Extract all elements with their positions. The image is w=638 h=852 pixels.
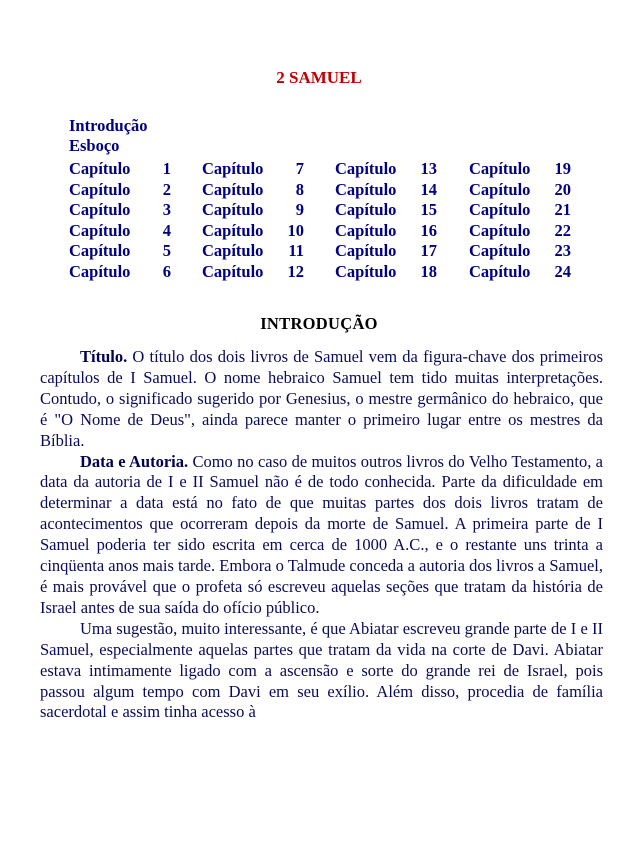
chapter-link-8[interactable] [202, 180, 327, 201]
link-esboco[interactable]: Esboço [69, 136, 120, 155]
chapter-link-13[interactable] [335, 159, 460, 180]
chapter-word: Capítulo [335, 179, 397, 199]
chapter-number: 20 [554, 179, 571, 199]
chapter-word: Capítulo [69, 261, 131, 281]
chapter-column-3 [335, 159, 460, 283]
chapter-word: Capítulo [469, 261, 531, 281]
chapter-number: 1 [162, 159, 171, 178]
chapter-link-7[interactable] [202, 159, 327, 180]
chapter-link-22[interactable] [469, 221, 594, 242]
chapter-word: Capítulo [469, 200, 531, 220]
chapter-link-17[interactable] [335, 241, 460, 262]
chapter-word: Capítulo [69, 220, 131, 240]
chapter-link-10[interactable] [202, 221, 327, 242]
chapter-word: Capítulo [335, 261, 397, 281]
chapter-number: 18 [420, 261, 437, 281]
body-text [40, 347, 603, 723]
chapter-link-18[interactable] [335, 262, 460, 283]
chapter-link-12[interactable] [202, 262, 327, 283]
chapter-number: 14 [420, 179, 437, 199]
chapter-word: Capítulo [69, 179, 131, 199]
chapter-word: Capítulo [469, 159, 531, 178]
chapter-number: 7 [295, 159, 304, 178]
chapter-word: Capítulo [202, 200, 264, 220]
chapter-link-4[interactable] [69, 221, 194, 242]
chapter-link-9[interactable] [202, 200, 327, 221]
chapter-number: 8 [295, 179, 304, 199]
chapter-link-15[interactable] [335, 200, 460, 221]
chapter-word: Capítulo [69, 241, 131, 261]
chapter-word: Capítulo [202, 159, 264, 178]
chapter-number: 2 [162, 179, 171, 199]
chapter-link-23[interactable] [469, 241, 594, 262]
chapter-number: 3 [162, 200, 171, 220]
chapter-number: 12 [287, 261, 304, 281]
chapter-number: 9 [295, 200, 304, 220]
chapter-word: Capítulo [335, 200, 397, 220]
chapter-column-2 [202, 159, 327, 283]
chapter-word: Capítulo [202, 220, 264, 240]
section-heading-introducao: INTRODUÇÃO [260, 314, 378, 333]
paragraph-text: Uma sugestão, muito interessante, é que Abiatar escreveu grande parte de I e II Samuel, especialmente aquelas partes que tratam da vida na corte de Davi. Abiatar estava intimamente ligado com a ascensão e sorte do grande rei de Israel, pois passou algum tempo com Davi em seu exílio. Além disso, procedia de família sacerdotal e assim tinha acesso à [40, 618, 603, 722]
chapter-word: Capítulo [202, 179, 264, 199]
chapter-link-14[interactable] [335, 180, 460, 201]
paragraph-text: Como no caso de muitos outros livros do Velho Testamento, a data da autoria de I e II Samuel não é de todo conhecida. Parte da dificuldade em determinar a data está no fato de que muitas partes dos dois livros tratam de acontecimentos que ocorreram depois da morte de Samuel. A primeira parte de I Samuel poderia ter sido escrita em cerca de 1000 A.C., e o restante uns trinta a cinqüenta anos mais tarde. Embora o Talmude conceda a autoria dos livros a Samuel, é mais provável que o profeta só escreveu aquelas seções que tratam da história de Israel antes de sua saída do ofício público. [40, 451, 603, 617]
paragraph-text: O título dos dois livros de Samuel vem da figura-chave dos primeiros capítulos de I Samuel. O nome hebraico Samuel tem tido muitas interpretações. Contudo, o significado sugerido por Genesius, o mestre germânico do hebraico, que é "O Nome de Deus", ainda parece manter o primeiro lugar entre os mestres da Bíblia. [40, 347, 603, 450]
chapter-link-24[interactable] [469, 262, 594, 283]
paragraph-sugestao [40, 619, 603, 724]
chapter-column-4 [469, 159, 594, 283]
chapter-link-19[interactable] [469, 159, 594, 180]
chapter-number: 6 [162, 261, 171, 281]
paragraph-data-autoria [40, 452, 603, 619]
paragraph-lead: Data e Autoria. [80, 451, 189, 471]
chapter-number: 22 [554, 220, 571, 240]
chapter-word: Capítulo [69, 159, 131, 178]
chapter-number: 16 [420, 220, 437, 240]
chapter-number: 24 [554, 261, 571, 281]
chapter-link-2[interactable] [69, 180, 194, 201]
chapter-link-6[interactable] [69, 262, 194, 283]
chapter-word: Capítulo [202, 261, 264, 281]
chapter-link-20[interactable] [469, 180, 594, 201]
chapter-number: 11 [288, 241, 304, 261]
chapter-number: 10 [287, 220, 304, 240]
chapter-number: 15 [420, 200, 437, 220]
chapter-word: Capítulo [335, 220, 397, 240]
chapter-word: Capítulo [469, 179, 531, 199]
chapter-number: 17 [420, 241, 437, 261]
chapter-link-5[interactable] [69, 241, 194, 262]
chapter-word: Capítulo [335, 159, 397, 178]
chapter-word: Capítulo [469, 220, 531, 240]
chapter-link-1[interactable] [69, 159, 194, 180]
chapter-number: 19 [554, 159, 571, 178]
chapter-column-1 [69, 159, 194, 283]
chapter-word: Capítulo [469, 241, 531, 261]
page-title: 2 SAMUEL [276, 68, 362, 87]
chapter-link-11[interactable] [202, 241, 327, 262]
chapter-number: 5 [162, 241, 171, 261]
chapter-number: 23 [554, 241, 571, 261]
chapter-word: Capítulo [335, 241, 397, 261]
chapter-word: Capítulo [202, 241, 264, 261]
link-introducao[interactable]: Introdução [69, 116, 148, 135]
chapter-number: 13 [420, 159, 437, 178]
top-links [69, 116, 148, 156]
chapter-number: 4 [162, 220, 171, 240]
chapter-word: Capítulo [69, 200, 131, 220]
chapter-link-3[interactable] [69, 200, 194, 221]
chapter-number: 21 [554, 200, 571, 220]
paragraph-titulo [40, 347, 603, 452]
chapter-link-16[interactable] [335, 221, 460, 242]
chapter-link-21[interactable] [469, 200, 594, 221]
paragraph-lead: Título. [80, 347, 128, 366]
